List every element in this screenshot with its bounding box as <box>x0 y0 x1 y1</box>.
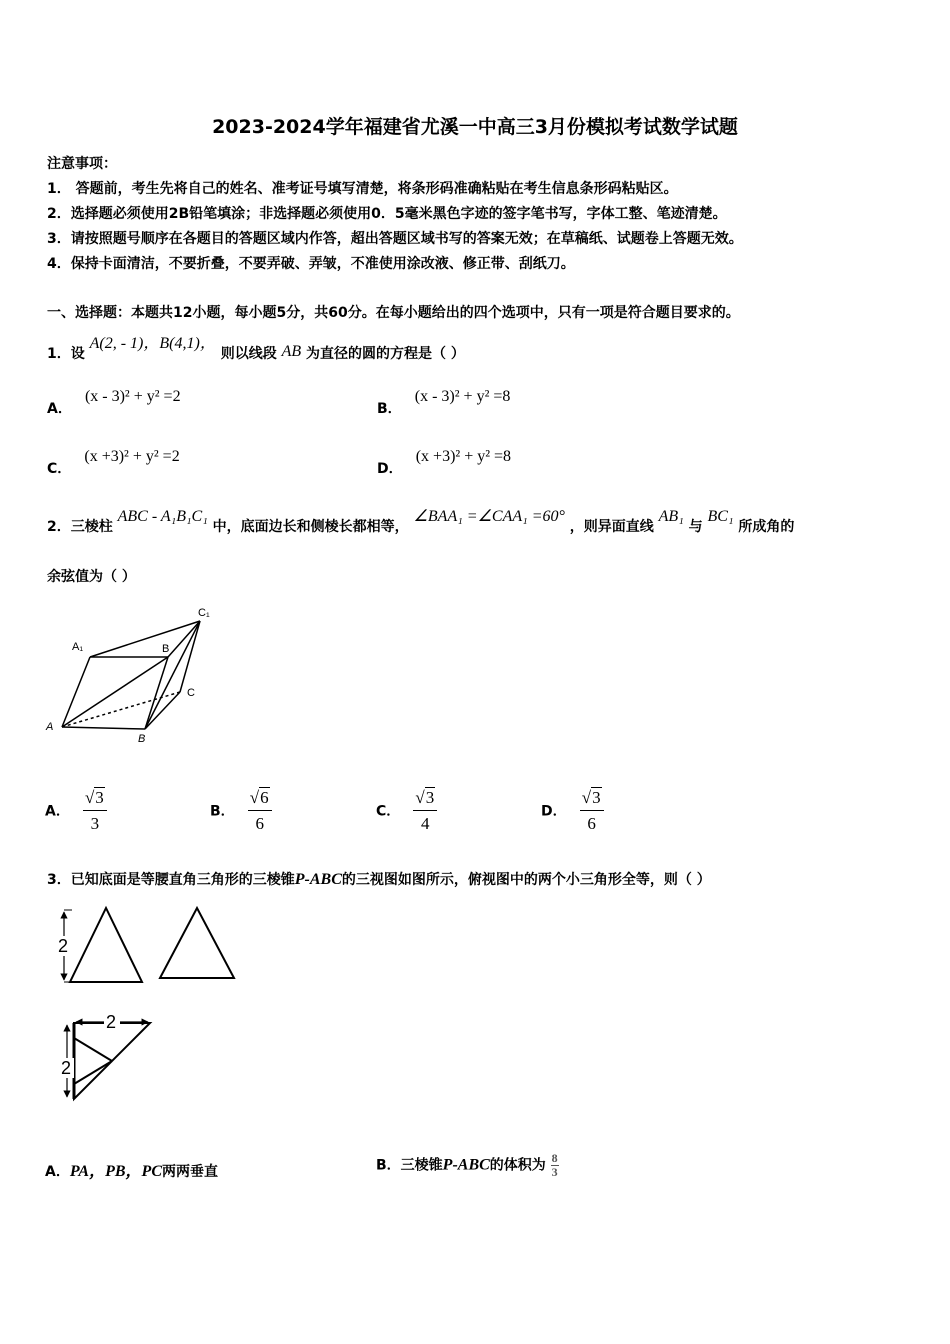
q2-line2: BC₁ <box>707 508 734 525</box>
question-2 <box>47 508 795 536</box>
q1-number: 1．设 <box>47 346 85 362</box>
q1-option-c[interactable]: C． (x +3)² + y² =2 <box>47 448 180 477</box>
q2-text1: 中，底面边长和侧棱长都相等， <box>212 519 409 535</box>
prism-label: A₁ <box>72 641 84 653</box>
question-3: 3．已知底面是等腰直角三角形的三棱锥P-ABC的三视图如图所示，俯视图中的两个小三角形全等，则（ ） <box>47 871 711 888</box>
q3-pabc: P-ABC <box>294 871 342 888</box>
q2-option-d[interactable]: D． $\frac{√3}{6}$ <box>541 788 604 834</box>
q3-option-a[interactable]: A．PA，PB，PC两两垂直 <box>45 1163 218 1180</box>
q2-line2-text: 余弦值为（ ） <box>47 569 136 585</box>
side-view-triangle <box>160 908 234 978</box>
q1-option-d-expr: (x +3)² + y² =8 <box>415 448 512 465</box>
q2-option-c[interactable]: C． $\frac{√3}{4}$ <box>376 788 437 834</box>
prism-label: B <box>162 643 170 655</box>
prism-hidden-edge <box>62 692 180 727</box>
volume-fraction: $\frac{8}{3}$ <box>551 1151 558 1179</box>
dim-label: 2 <box>106 1012 117 1032</box>
q1-tail: 为直径的圆的方程是（ ） <box>306 346 465 362</box>
prism-label: A <box>46 721 54 733</box>
section-heading: 一、选择题：本题共12小题，每小题5分，共60分。在每小题给出的四个选项中，只有一项是符合题目要求的。 <box>47 305 740 321</box>
front-view-triangle <box>70 908 142 982</box>
top-view-inner-line <box>74 1038 112 1061</box>
notice-item: 3．请按照题号顺序在各题目的答题区域内作答，超出答题区域书写的答案无效；在草稿纸、试题卷上答题无效。 <box>47 231 743 247</box>
q1-option-d[interactable]: D． (x +3)² + y² =8 <box>377 448 512 477</box>
q2-text3: 所成角的 <box>738 519 795 535</box>
q1-option-b[interactable]: B． (x - 3)² + y² =8 <box>377 388 511 417</box>
q2-number: 2．三棱柱 <box>47 519 113 535</box>
q1-points: A(2, - 1)，B(4,1)， <box>89 335 216 352</box>
q1-option-a[interactable]: A． (x - 3)² + y² =2 <box>47 388 181 417</box>
q1-option-b-expr: (x - 3)² + y² =8 <box>414 388 511 405</box>
prism-figure <box>40 600 230 750</box>
prism-edge <box>62 727 145 729</box>
q2-option-b[interactable]: B． $\frac{√6}{6}$ <box>210 788 272 834</box>
prism-label: C <box>187 687 195 699</box>
dim-label: 2 <box>61 1058 72 1078</box>
q2-option-a[interactable]: A． $\frac{√3}{3}$ <box>45 788 107 834</box>
notice-heading: 注意事项： <box>47 156 117 172</box>
page-title: 2023-2024学年福建省尤溪一中高三3月份模拟考试数学试题 <box>212 116 738 138</box>
q2-prism: ABC - A₁B₁C₁ <box>117 508 208 525</box>
q1-segment: AB <box>281 343 302 360</box>
dim-label: 2 <box>58 936 69 956</box>
prism-label: B <box>138 733 146 745</box>
q1-option-c-expr: (x +3)² + y² =2 <box>84 448 180 465</box>
question-1 <box>47 335 465 363</box>
q2-angle: ∠BAA₁ =∠CAA₁ =60° <box>413 508 565 525</box>
q2-with: 与 <box>688 519 703 535</box>
q3-option-b[interactable]: B．三棱锥P-ABC的体积为 $\frac{8}{3}$ <box>376 1151 558 1179</box>
q2-text2: ，则异面直线 <box>569 519 654 535</box>
notice-item: 2．选择题必须使用2B铅笔填涂；非选择题必须使用0．5毫米黑色字迹的签字笔书写，字体工整、笔迹清楚。 <box>47 206 727 222</box>
prism-label: C₁ <box>198 607 210 619</box>
three-view-figure <box>50 900 250 1106</box>
prism-edge <box>145 621 200 729</box>
prism-edge <box>62 657 90 727</box>
prism-edge <box>145 657 168 729</box>
q1-option-a-expr: (x - 3)² + y² =2 <box>84 388 181 405</box>
q2-line1: AB₁ <box>658 508 684 525</box>
notice-item: 4．保持卡面清洁，不要折叠，不要弄破、弄皱，不准使用涂改液、修正带、刮纸刀。 <box>47 256 575 272</box>
notice-item: 1． 答题前，考生先将自己的姓名、准考证号填写清楚，将条形码准确粘贴在考生信息条形码粘贴区。 <box>47 181 678 197</box>
q1-mid: 则以线段 <box>220 346 277 362</box>
